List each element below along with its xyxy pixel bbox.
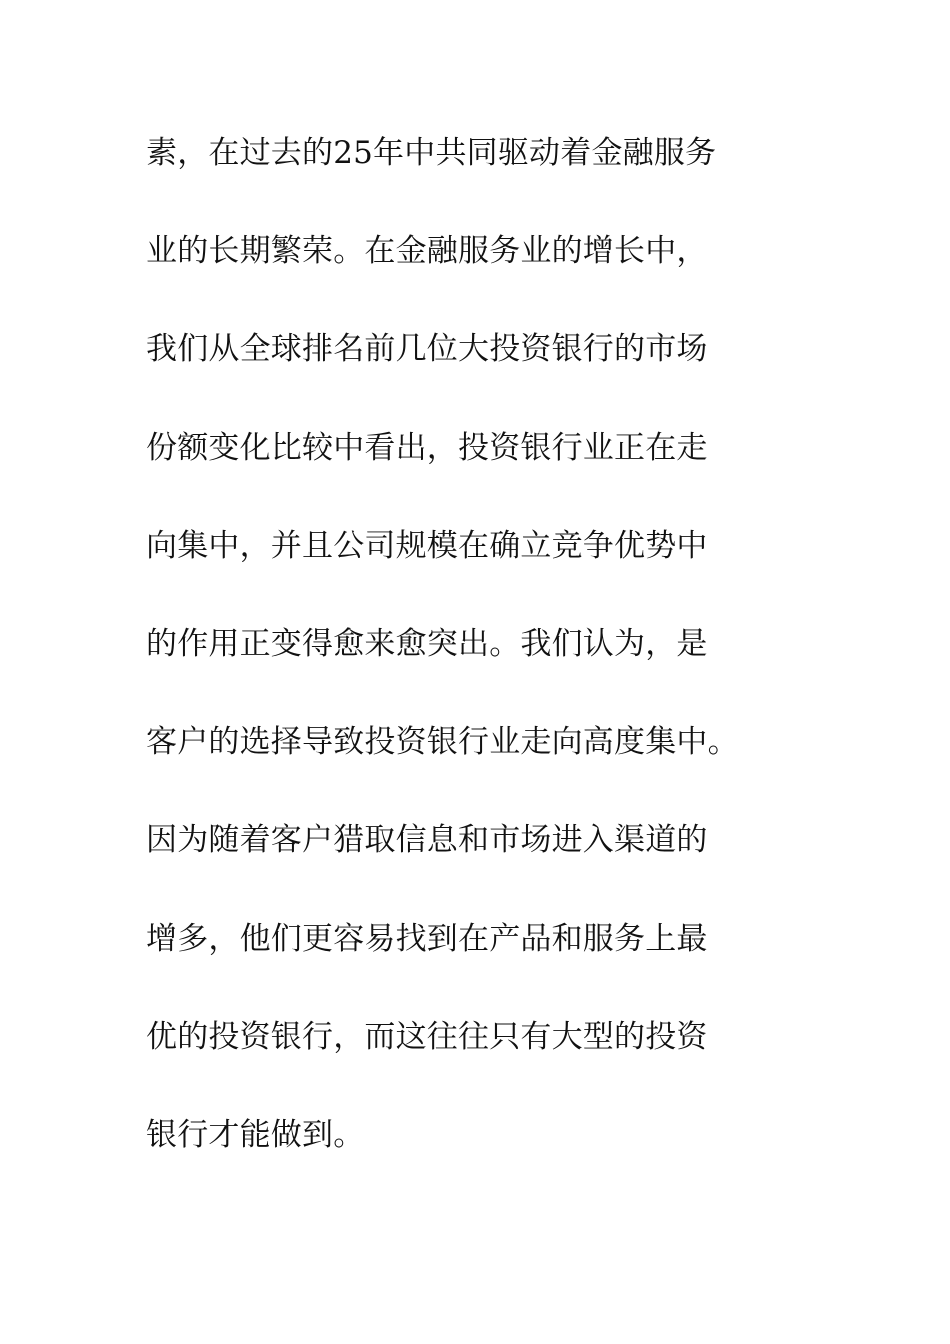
paragraph-line: 优的投资银行，而这往往只有大型的投资: [146, 1018, 708, 1055]
paragraph-line: 份额变化比较中看出，投资银行业正在走: [146, 429, 708, 466]
paragraph-line: 向集中，并且公司规模在确立竞争优势中: [146, 527, 708, 564]
paragraph-line: 因为随着客户猎取信息和市场进入渠道的: [146, 822, 708, 859]
paragraph-line: 素，在过去的25年中共同驱动着金融服务: [146, 135, 717, 171]
paragraph-line: 业的长期繁荣。在金融服务业的增长中，: [146, 233, 708, 270]
paragraph-line: 增多，他们更容易找到在产品和服务上最: [146, 920, 708, 957]
paragraph-line: 客户的选择导致投资银行业走向高度集中。: [146, 724, 739, 761]
paragraph-line: 我们从全球排名前几位大投资银行的市场: [146, 331, 708, 368]
body-paragraph: [146, 124, 826, 1204]
paragraph-line: 的作用正变得愈来愈突出。我们认为，是: [146, 625, 708, 662]
paragraph-line: 银行才能做到。: [146, 1116, 365, 1153]
